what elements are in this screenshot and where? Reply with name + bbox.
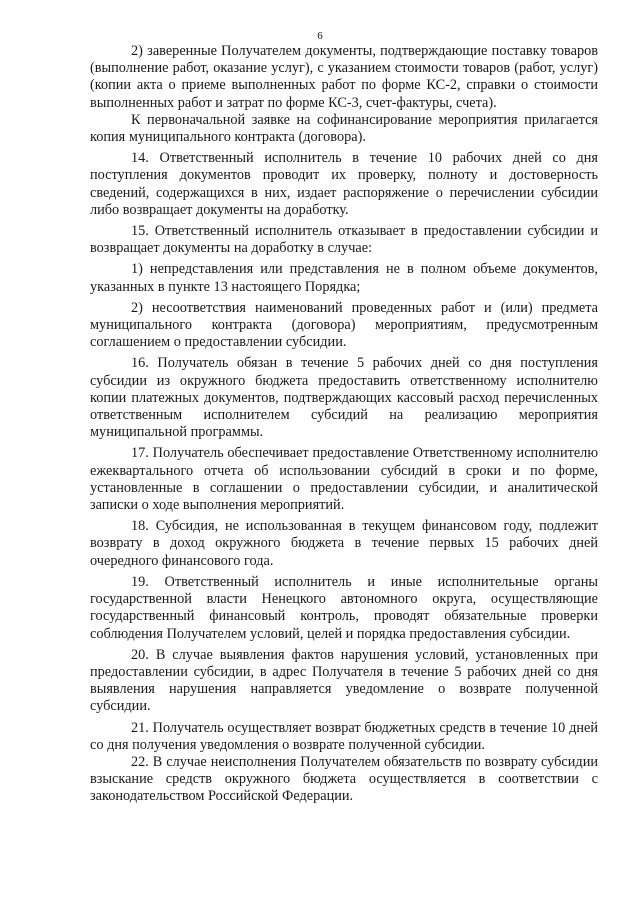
paragraph: 17. Получатель обеспечивает предоставление Ответственному исполнителю ежеквартального отчета об использовании субсидий в сроки и по форме, установленные в соглашении о предоставлении субсидии, и аналитической записки о ходе выполнения мероприятий. — [90, 445, 598, 514]
paragraph: 1) непредставления или представления не в полном объеме документов, указанных в пункте 13 настоящего Порядка; — [90, 261, 598, 295]
paragraph: 14. Ответственный исполнитель в течение 10 рабочих дней со дня поступления документов проводит их проверку, полноту и достоверность сведений, содержащихся в них, издает распоряжение о перечислении субсидии либо возвращает документы на доработку. — [90, 150, 598, 218]
paragraph: 20. В случае выявления фактов нарушения условий, установленных при предоставлении субсидии, в адрес Получателя в течение 5 рабочих дней со дня выявления нарушения направляется уведомление о возврате полученной субсидии. — [90, 646, 598, 715]
paragraph: К первоначальной заявке на софинансирование мероприятия прилагается копия муниципального контракта (договора). — [90, 111, 598, 146]
page-number: 6 — [317, 30, 323, 42]
paragraph: 15. Ответственный исполнитель отказывает в предоставлении субсидии и возвращает документы на доработку в случае: — [90, 223, 598, 257]
paragraph: 2) заверенные Получателем документы, подтверждающие поставку товаров (выполнение работ, оказание услуг), с указанием стоимости товаров (работ, услуг) (копии акта о приеме выполненных работ по форме КС-2, справки о стоимости выполненных работ и затрат по форме КС-3, счет-фактуры, счета). — [90, 43, 598, 111]
paragraph: 16. Получатель обязан в течение 5 рабочих дней со дня поступления субсидии из окружного бюджета предоставить ответственному исполнителю копии платежных документов, подтверждающих кассовый расход перечисленных ответственным исполнителем субсидий на реализацию мероприятия муниципальной программы. — [90, 355, 598, 441]
document-body — [90, 43, 598, 806]
paragraph: 22. В случае неисполнения Получателем обязательств по возврату субсидии взыскание средств окружного бюджета осуществляется в соответствии с законодательством Российской Федерации. — [90, 753, 598, 805]
paragraph: 18. Субсидия, не использованная в текущем финансовом году, подлежит возврату в доход окружного бюджета в течение первых 15 рабочих дней очередного финансового года. — [90, 518, 598, 569]
paragraph: 21. Получатель осуществляет возврат бюджетных средств в течение 10 дней со дня получения уведомления о возврате полученной субсидии. — [90, 719, 598, 753]
paragraph: 19. Ответственный исполнитель и иные исполнительные органы государственной власти Ненецкого автономного округа, осуществляющие государственный финансовый контроль, проводят обязательные проверки соблюдения Получателем условий, целей и порядка предоставления субсидии. — [90, 573, 598, 642]
paragraph: 2) несоответствия наименований проведенных работ и (или) предмета муниципального контракта (договора) мероприятиям, предусмотренным соглашением о предоставлении субсидии. — [90, 299, 598, 351]
